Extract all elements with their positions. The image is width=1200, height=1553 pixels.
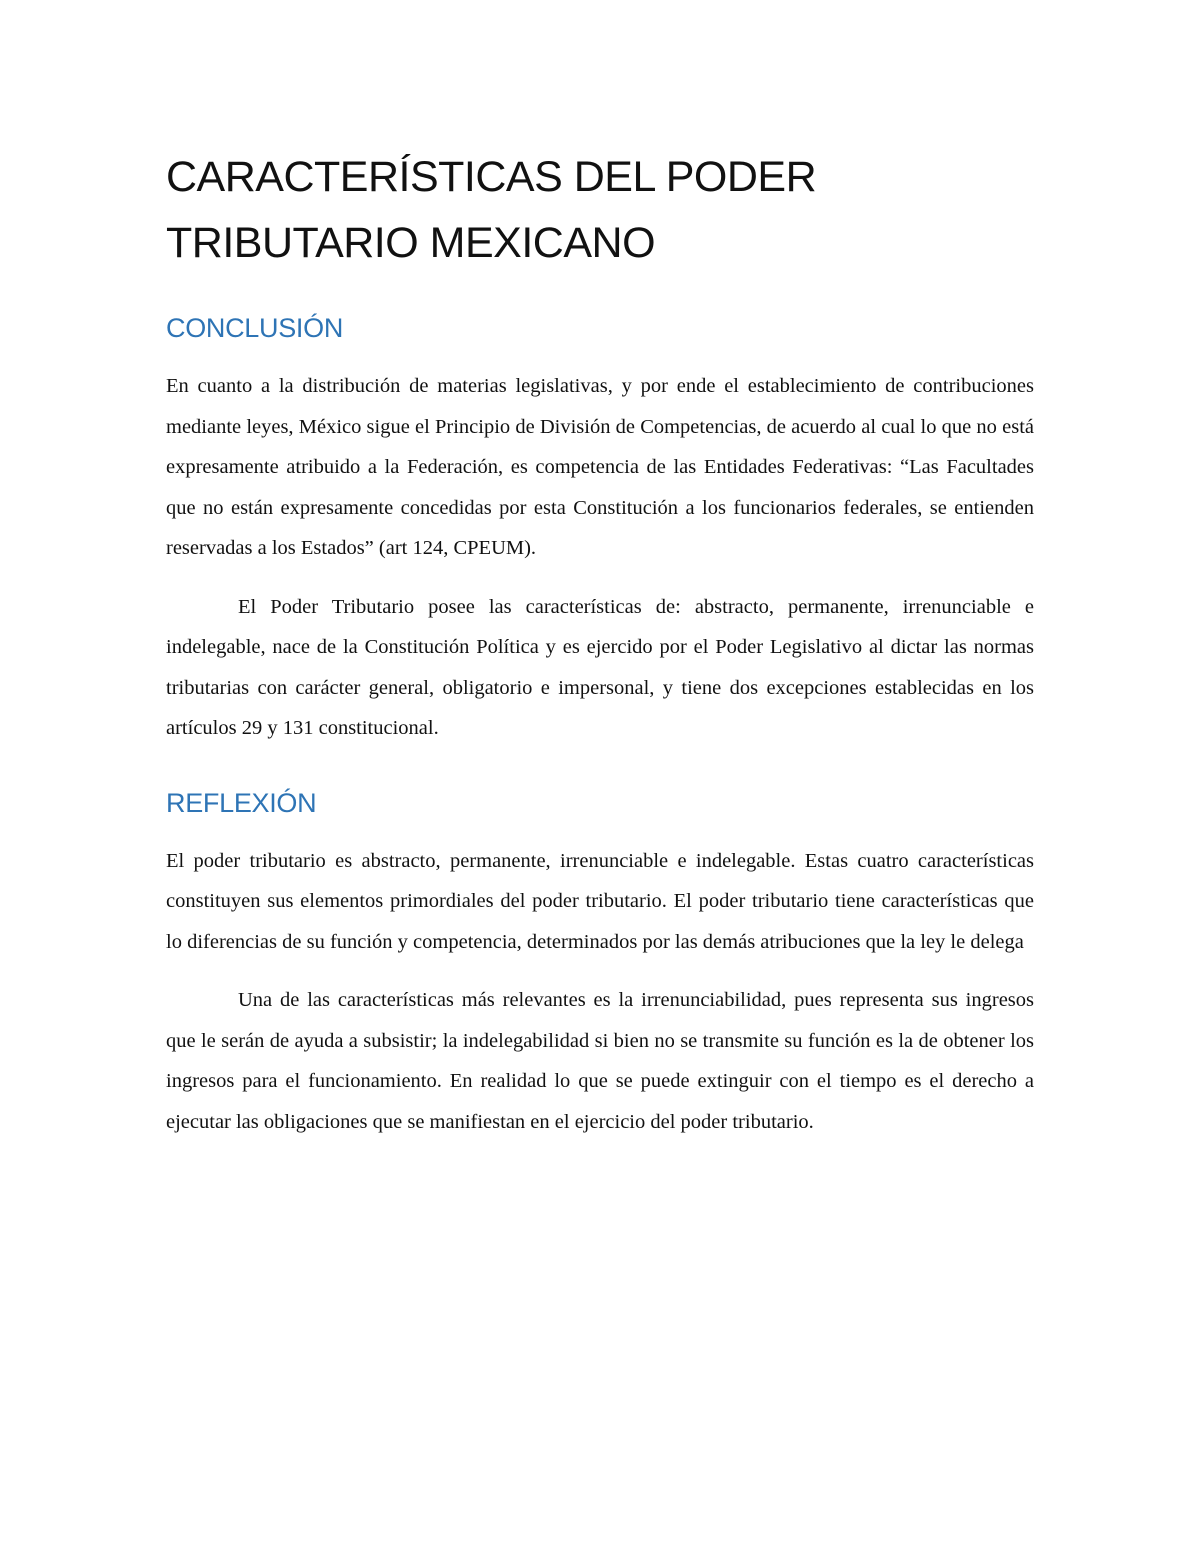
conclusion-paragraph-1: En cuanto a la distribución de materias legislativas, y por ende el establecimiento de contribuciones mediante leyes, México sigue el Principio de División de Competencias, de acuerdo al cual lo que no está expresamente atribuido a la Federación, es competencia de las Entidades Federativas: “Las Facultades que no están expresamente concedidas por esta Constitución a los funcionarios federales, se entienden reservadas a los Estados” (art 124, CPEUM). bbox=[166, 375, 1034, 559]
conclusion-paragraph-2: El Poder Tributario posee las características de: abstracto, permanente, irrenunciable e indelegable, nace de la Constitución Política y es ejercido por el Poder Legislativo al dictar las normas tributarias con carácter general, obligatorio e impersonal, y tiene dos excepciones establecidas en los artículos 29 y 131 constitucional. bbox=[166, 595, 1034, 739]
section-heading-conclusion: CONCLUSIÓN bbox=[166, 313, 344, 343]
section-heading-reflexion: REFLEXIÓN bbox=[166, 787, 317, 818]
reflexion-paragraph-1: El poder tributario es abstracto, permanente, irrenunciable e indelegable. Estas cuatro características constituyen sus elementos primordiales del poder tributario. El poder tributario tiene características que lo diferencias de su función y competencia, determinados por las demás atribuciones que la ley le delega bbox=[166, 849, 1034, 953]
reflexion-paragraph-2: Una de las características más relevantes es la irrenunciabilidad, pues representa sus ingresos que le serán de ayuda a subsistir; la indelegabilidad si bien no se transmite su función es la de obtener los ingresos para el funcionamiento. En realidad lo que se puede extinguir con el tiempo es el derecho a ejecutar las obligaciones que se manifiestan en el ejercicio del poder tributario. bbox=[166, 989, 1034, 1133]
document-title-line-2: TRIBUTARIO MEXICANO bbox=[166, 219, 656, 267]
document-title-line-1: CARACTERÍSTICAS DEL PODER bbox=[166, 153, 817, 201]
document-title bbox=[166, 144, 1034, 276]
document-body bbox=[166, 144, 1034, 1142]
